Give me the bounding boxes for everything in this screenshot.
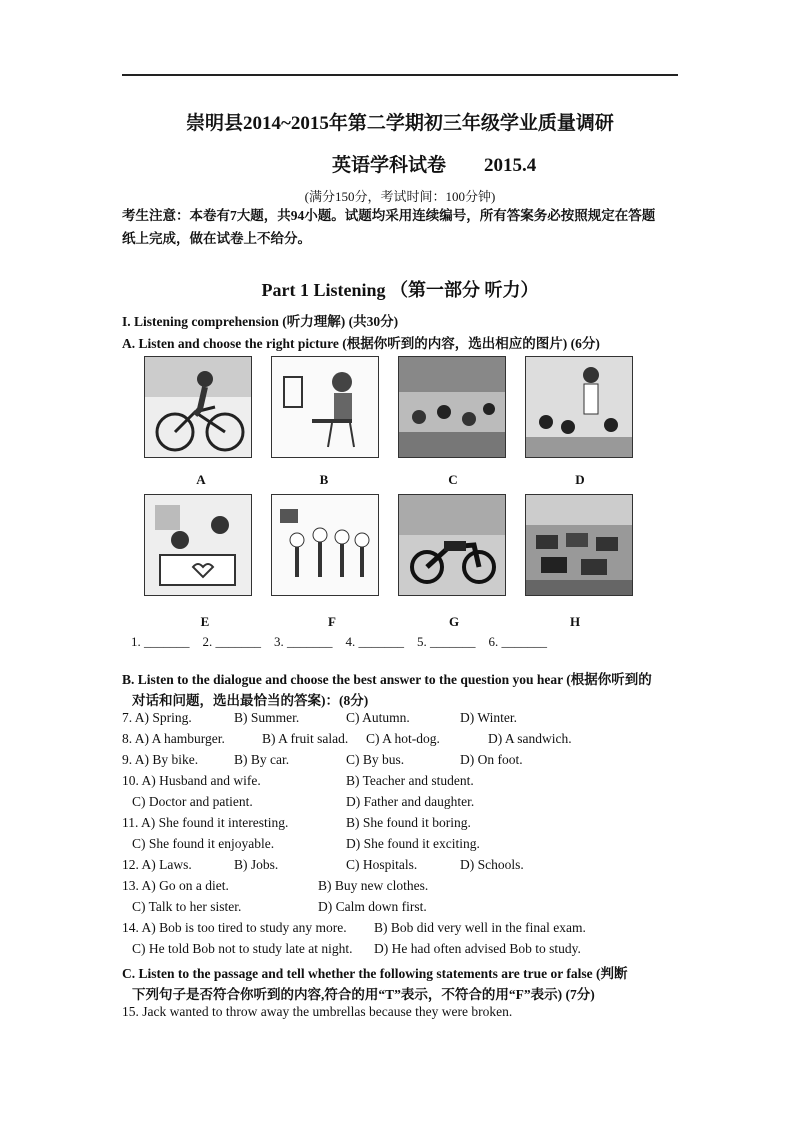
picture-label-h: H xyxy=(569,614,581,629)
q10-option-d: D) Father and daughter. xyxy=(346,794,475,809)
picture-f-kids-walking xyxy=(271,494,379,596)
section-c-heading-line-2: 下列句子是否符合你听到的内容,符合的用“T”表示，不符合的用“F”表示) (7分) xyxy=(132,987,595,1002)
q11-option-d: D) She found it exciting. xyxy=(346,836,480,851)
question-15: 15. Jack wanted to throw away the umbrellas because they were broken. xyxy=(122,1004,513,1019)
q8-option-c: C) A hot-dog. xyxy=(366,731,440,746)
q10-option-b: B) Teacher and student. xyxy=(346,773,474,788)
q7-option-d: D) Winter. xyxy=(460,710,517,725)
q10-option-a: 10. A) Husband and wife. xyxy=(122,773,261,788)
picture-label-g: G xyxy=(448,614,460,629)
q14-option-a: 14. A) Bob is too tired to study any more. xyxy=(122,920,347,935)
q11-option-c: C) She found it enjoyable. xyxy=(132,836,275,851)
picture-label-f: F xyxy=(328,614,336,629)
q10-option-c: C) Doctor and patient. xyxy=(132,794,253,809)
q7-option-a: 7. A) Spring. xyxy=(122,710,192,725)
q13-option-a: 13. A) Go on a diet. xyxy=(122,878,229,893)
picture-g-motorbike xyxy=(398,494,506,596)
notice-line-1: 考生注意：本卷有7大题，共94小题。试题均采用连续编号，所有答案务必按照规定在答题 xyxy=(122,208,656,223)
picture-label-e: E xyxy=(200,614,210,629)
exam-info: (满分150分，考试时间：100分钟) xyxy=(304,189,496,204)
q11-option-a: 11. A) She found it interesting. xyxy=(122,815,289,830)
q9-option-d: D) On foot. xyxy=(460,752,523,767)
section-heading: I. Listening comprehension (听力理解) (共30分) xyxy=(122,314,399,329)
part-title: Part 1 Listening （第一部分 听力） xyxy=(261,280,539,300)
exam-title: 崇明县2014~2015年第二学期初三年级学业质量调研 xyxy=(186,113,614,134)
q13-option-c: C) Talk to her sister. xyxy=(132,899,242,914)
picture-label-d: D xyxy=(575,472,585,487)
section-b-heading-line-2: 对话和问题，选出最恰当的答案)：(8分) xyxy=(132,693,369,708)
q14-option-b: B) Bob did very well in the final exam. xyxy=(374,920,586,935)
q7-option-b: B) Summer. xyxy=(234,710,300,725)
picture-b-boy-desk xyxy=(271,356,379,458)
picture-e-couple-cartoon xyxy=(144,494,252,596)
picture-h-traffic-jam xyxy=(525,494,633,596)
top-rule xyxy=(122,74,678,76)
section-b-heading-line-1: B. Listen to the dialogue and choose the best answer to the question you hear (根据你听到的 xyxy=(122,672,652,687)
subsection-a-heading: A. Listen and choose the right picture (根据你听到的内容，选出相应的图片) (6分) xyxy=(122,336,600,351)
q8-option-b: B) A fruit salad. xyxy=(262,731,349,746)
q13-option-b: B) Buy new clothes. xyxy=(318,878,429,893)
candidate-notice xyxy=(122,204,682,250)
picture-d-classroom xyxy=(525,356,633,458)
q12-option-a: 12. A) Laws. xyxy=(122,857,192,872)
picture-a-cyclist xyxy=(144,356,252,458)
q11-option-b: B) She found it boring. xyxy=(346,815,471,830)
q12-option-b: B) Jobs. xyxy=(234,857,279,872)
exam-date: 2015.4 xyxy=(484,155,537,176)
subject-label: 英语学科试卷 xyxy=(332,155,447,176)
q14-option-c: C) He told Bob not to study late at night. xyxy=(132,941,353,956)
q12-option-c: C) Hospitals. xyxy=(346,857,418,872)
q9-option-c: C) By bus. xyxy=(346,752,405,767)
q12-option-d: D) Schools. xyxy=(460,857,524,872)
picture-label-b: B xyxy=(319,472,329,487)
section-c-heading-line-1: C. Listen to the passage and tell whether the following statements are true or false (判断 xyxy=(122,966,628,981)
notice-line-2: 纸上完成，做在试卷上不给分。 xyxy=(122,231,311,246)
q9-option-a: 9. A) By bike. xyxy=(122,752,199,767)
q7-option-c: C) Autumn. xyxy=(346,710,410,725)
q8-option-a: 8. A) A hamburger. xyxy=(122,731,225,746)
exam-subtitle xyxy=(332,150,536,177)
q13-option-d: D) Calm down first. xyxy=(318,899,427,914)
answer-blanks: 1. _______ 2. _______ 3. _______ 4. _______ 5. _______ 6. _______ xyxy=(131,634,547,649)
q14-option-d: D) He had often advised Bob to study. xyxy=(374,941,581,956)
picture-c-crowd-sitting xyxy=(398,356,506,458)
picture-label-c: C xyxy=(448,472,458,487)
q8-option-d: D) A sandwich. xyxy=(488,731,572,746)
q9-option-b: B) By car. xyxy=(234,752,290,767)
picture-label-a: A xyxy=(196,472,206,487)
